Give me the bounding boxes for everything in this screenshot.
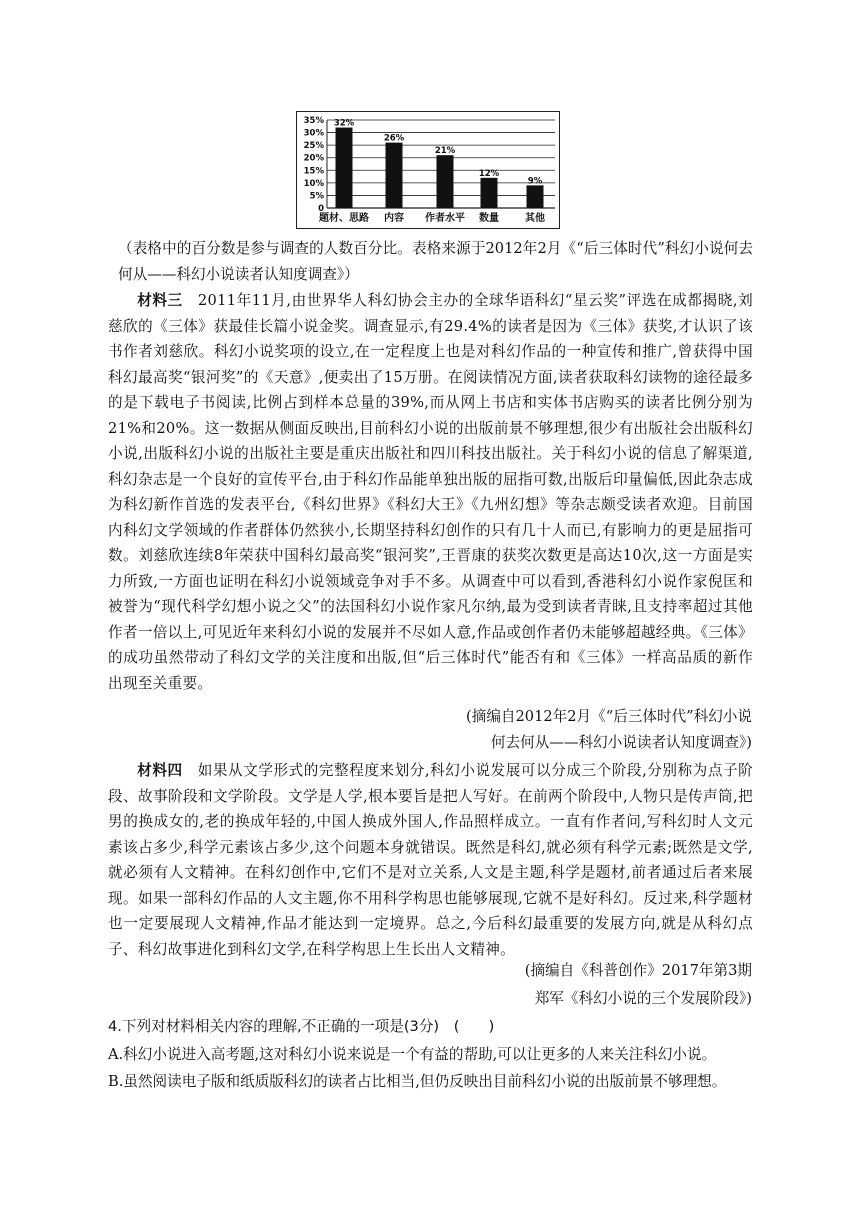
y-tick-label: 30% bbox=[303, 128, 324, 139]
question4-option-b: B.虽然阅读电子版和纸质版科幻的读者占比相当,但仍反映出目前科幻小说的出版前景不够理想。 bbox=[108, 1073, 727, 1090]
material3-source-line2: 何去何从——科幻小说读者认知度调查》) bbox=[490, 734, 752, 751]
material3-paragraph bbox=[108, 288, 753, 696]
category-label: 数量 bbox=[479, 213, 499, 224]
category-label: 其他 bbox=[525, 213, 545, 224]
bar-chart bbox=[296, 111, 560, 229]
y-tick-label: 35% bbox=[303, 116, 324, 126]
material4-label: 材料四 bbox=[137, 762, 183, 779]
data-label: 32% bbox=[333, 118, 355, 129]
y-tick-label: 25% bbox=[303, 141, 324, 152]
category-label: 内容 bbox=[384, 213, 404, 224]
question4-option-a: A.科幻小说进入高考题,这对科幻小说来说是一个有益的帮助,可以让更多的人来关注科幻小说。 bbox=[108, 1046, 717, 1063]
bar bbox=[336, 128, 353, 208]
category-label: 题材、思路 bbox=[319, 213, 369, 224]
material4-text: 如果从文学形式的完整程度来划分,科幻小说发展可以分成三个阶段,分别称为点子阶段、故事阶段和文学阶段。文学是人学,根本要旨是把人写好。在前两个阶段中,人物只是传声筒,把男的换成女的,老的换成年轻的,中国人换成外国人,作品照样成立。一直有作者问,写科幻时人文元素该占多少,科学元素该占多少,这个问题本身就错误。既然是科幻,就必须有科学元素;既然是文学,就必须有人文精神。在科幻创作中,它们不是对立关系,人文是主题,科学是题材,前者通过后者来展现。如果一部科幻作品的人文主题,你不用科学构思也能够展现,它就不是好科幻。反过来,科学题材也一定要展现人文精神,作品才能达到一定境界。总之,今后科幻最重要的发展方向,就是从科幻点子、科幻故事进化到科幻文学,在科学构思上生长出人文精神。 bbox=[108, 762, 754, 958]
material3-text: 2011年11月,由世界华人科幻协会主办的全球华语科幻“星云奖”评选在成都揭晓,刘慈欣的《三体》获最佳长篇小说金奖。调查显示,有29.4%的读者是因为《三体》获奖,才认识了该书作者刘慈欣。科幻小说奖项的设立,在一定程度上也是对科幻作品的一种宣传和推广,曾获得中国科幻最高奖“银河奖”的《天意》,便卖出了15万册。在阅读情况方面,读者获取科幻读物的途径最多的是下载电子书阅读,比例占到样本总量的39%,而从网上书店和实体书店购买的读者比例分别为21%和20%。这一数据从侧面反映出,目前科幻小说的出版前景不够理想,很少有出版社会出版科幻小说,出版科幻小说的出版社主要是重庆出版社和四川科技出版社。关于科幻小说的信息了解渠道,科幻杂志是一个良好的宣传平台,由于科幻作品能单独出版的屈指可数,出版后印量偏低,因此杂志成为科幻新作首选的发表平台,《科幻世界》《科幻大王》《九州幻想》等杂志颇受读者欢迎。目前国内科幻文学领域的作者群体仍然狭小,长期坚持科幻创作的只有几十人而已,有影响力的更是屈指可数。刘慈欣连续8年荣获中国科幻最高奖“银河奖”,王晋康的获奖次数更是高达10次,这一方面是实力所致,一方面也证明在科幻小说领域竞争对手不多。从调查中可以看到,香港科幻小说作家倪匡和被誉为“现代科学幻想小说之父”的法国科幻小说作家凡尔纳,最为受到读者青睐,且支持率超过其他作者一倍以上,可见近年来科幻小说的发展并不尽如人意,作品或创作者仍未能够超越经典。《三体》的成功虽然带动了科幻文学的关注度和出版,但“后三体时代”能否有和《三体》一样高品质的新作出现至关重要。 bbox=[108, 292, 754, 692]
material4-paragraph bbox=[108, 758, 753, 962]
y-tick-label: 20% bbox=[303, 153, 324, 164]
data-label: 26% bbox=[383, 133, 405, 144]
y-tick-label: 0 bbox=[318, 204, 324, 214]
data-label: 9% bbox=[527, 176, 543, 187]
bar bbox=[437, 155, 454, 208]
data-label: 21% bbox=[434, 146, 456, 157]
y-tick-label: 10% bbox=[303, 178, 324, 189]
bar bbox=[527, 185, 544, 208]
material3-source-line1: (摘编自2012年2月《“后三体时代”科幻小说 bbox=[466, 708, 752, 725]
y-tick-label: 15% bbox=[303, 166, 324, 177]
data-label: 12% bbox=[478, 168, 500, 179]
material4-source-line1: (摘编自《科普创作》2017年第3期 bbox=[524, 962, 752, 979]
chart-note: （表格中的百分数是参与调查的人数百分比。表格来源于2012年2月《“后三体时代”科幻小说何去何从——科幻小说读者认知度调查》） bbox=[118, 240, 753, 283]
bar bbox=[386, 143, 403, 208]
category-label: 作者水平 bbox=[425, 213, 465, 224]
bar bbox=[481, 178, 498, 208]
y-tick-label: 5% bbox=[309, 191, 324, 202]
material3-label: 材料三 bbox=[137, 292, 183, 309]
material4-source-line2: 郑军《科幻小说的三个发展阶段》) bbox=[534, 990, 752, 1007]
question4-stem: 4.下列对材料相关内容的理解,不正确的一项是(3分) ( ) bbox=[108, 1018, 495, 1035]
bar-chart-svg bbox=[297, 112, 559, 228]
